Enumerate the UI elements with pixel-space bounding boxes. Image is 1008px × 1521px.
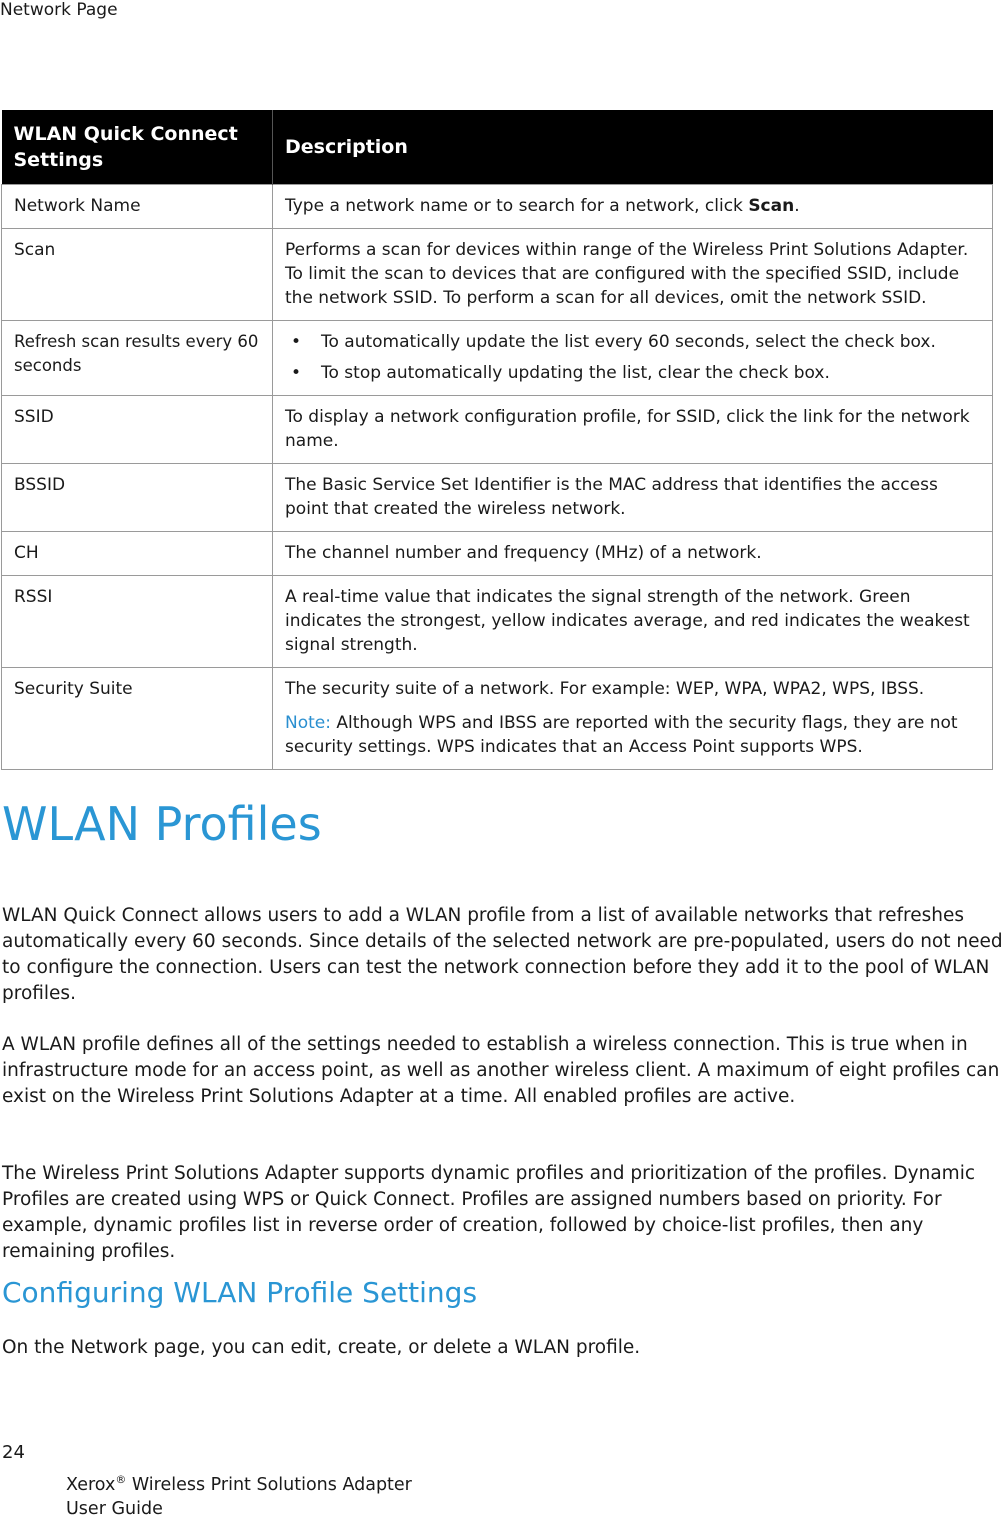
setting-description: The Basic Service Set Identifier is the MAC address that identifies the access point that created the wireless network. xyxy=(273,464,993,532)
setting-name: RSSI xyxy=(2,576,273,668)
footer-doc-title xyxy=(66,1468,412,1521)
doc-type: User Guide xyxy=(66,1498,163,1519)
note-label: Note: xyxy=(285,713,331,733)
running-header: Network Page xyxy=(0,0,118,20)
table-row xyxy=(2,668,993,770)
column-header-description: Description xyxy=(273,110,993,185)
setting-description: The channel number and frequency (MHz) of a network. xyxy=(273,532,993,576)
setting-description: To display a network configuration profile, for SSID, click the link for the network name. xyxy=(273,396,993,464)
table-header-row xyxy=(2,110,993,185)
table-row xyxy=(2,464,993,532)
setting-name: CH xyxy=(2,532,273,576)
subsection-title: Configuring WLAN Profile Settings xyxy=(2,1276,478,1309)
setting-name: Scan xyxy=(2,229,273,321)
column-header-setting: WLAN Quick Connect Settings xyxy=(2,110,273,185)
list-item: • To stop automatically updating the list, clear the check box. xyxy=(291,363,830,383)
list-item: • To automatically update the list every 60 seconds, select the check box. xyxy=(291,332,936,352)
body-paragraph: WLAN Quick Connect allows users to add a WLAN profile from a list of available networks that refreshes automatically every 60 seconds. Since details of the selected network are pre-populated, users do not need to configure the connection. Users can test the network connection before they add it to the pool of WLAN profiles. xyxy=(2,905,1003,1004)
setting-name: Network Name xyxy=(2,185,273,229)
bullet-icon: • xyxy=(291,363,302,383)
description-text: The security suite of a network. For example: WEP, WPA, WPA2, WPS, IBSS. xyxy=(285,679,925,699)
scan-term: Scan xyxy=(748,196,795,216)
bullet-icon: • xyxy=(291,332,302,352)
body-paragraph: On the Network page, you can edit, create, or delete a WLAN profile. xyxy=(2,1337,641,1358)
note-text: Although WPS and IBSS are reported with the security flags, they are not security settings. WPS indicates that an Access Point supports WPS. xyxy=(285,713,958,757)
table-row xyxy=(2,321,993,396)
settings-table xyxy=(1,110,993,770)
setting-description: A real-time value that indicates the signal strength of the network. Green indicates the strongest, yellow indicates average, and red indicates the weakest signal strength. xyxy=(273,576,993,668)
setting-name: BSSID xyxy=(2,464,273,532)
setting-description: Performs a scan for devices within range of the Wireless Print Solutions Adapter. To limit the scan to devices that are configured with the specified SSID, include the network SSID. To perform a scan for all devices, omit the network SSID. xyxy=(273,229,993,321)
table-row xyxy=(2,396,993,464)
bullet-list xyxy=(285,330,980,385)
table-row xyxy=(2,576,993,668)
product-name: Wireless Print Solutions Adapter xyxy=(126,1474,412,1495)
brand-name: Xerox xyxy=(66,1474,116,1495)
registered-mark: ® xyxy=(115,1473,127,1486)
setting-description xyxy=(273,321,993,396)
note xyxy=(285,711,980,759)
table-row xyxy=(2,229,993,321)
setting-description xyxy=(273,668,993,770)
setting-description: Type a network name or to search for a network, click Scan. xyxy=(273,185,993,229)
page-number: 24 xyxy=(2,1442,25,1463)
body-paragraph: A WLAN profile defines all of the settings needed to establish a wireless connection. This is true when in infrastructure mode for an access point, as well as another wireless client. A maximum of eight profiles can exist on the Wireless Print Solutions Adapter at a time. All enabled profiles are active. xyxy=(2,1034,1000,1107)
setting-name: Refresh scan results every 60 seconds xyxy=(2,321,273,396)
table-row xyxy=(2,532,993,576)
table-row xyxy=(2,185,993,229)
section-title: WLAN Profiles xyxy=(2,797,322,851)
setting-name: Security Suite xyxy=(2,668,273,770)
setting-name: SSID xyxy=(2,396,273,464)
body-paragraph: The Wireless Print Solutions Adapter supports dynamic profiles and prioritization of the profiles. Dynamic Profiles are created using WPS or Quick Connect. Profiles are assigned numbers based on priority. For example, dynamic profiles list in reverse order of creation, followed by choice-list profiles, then any remaining profiles. xyxy=(2,1163,976,1262)
